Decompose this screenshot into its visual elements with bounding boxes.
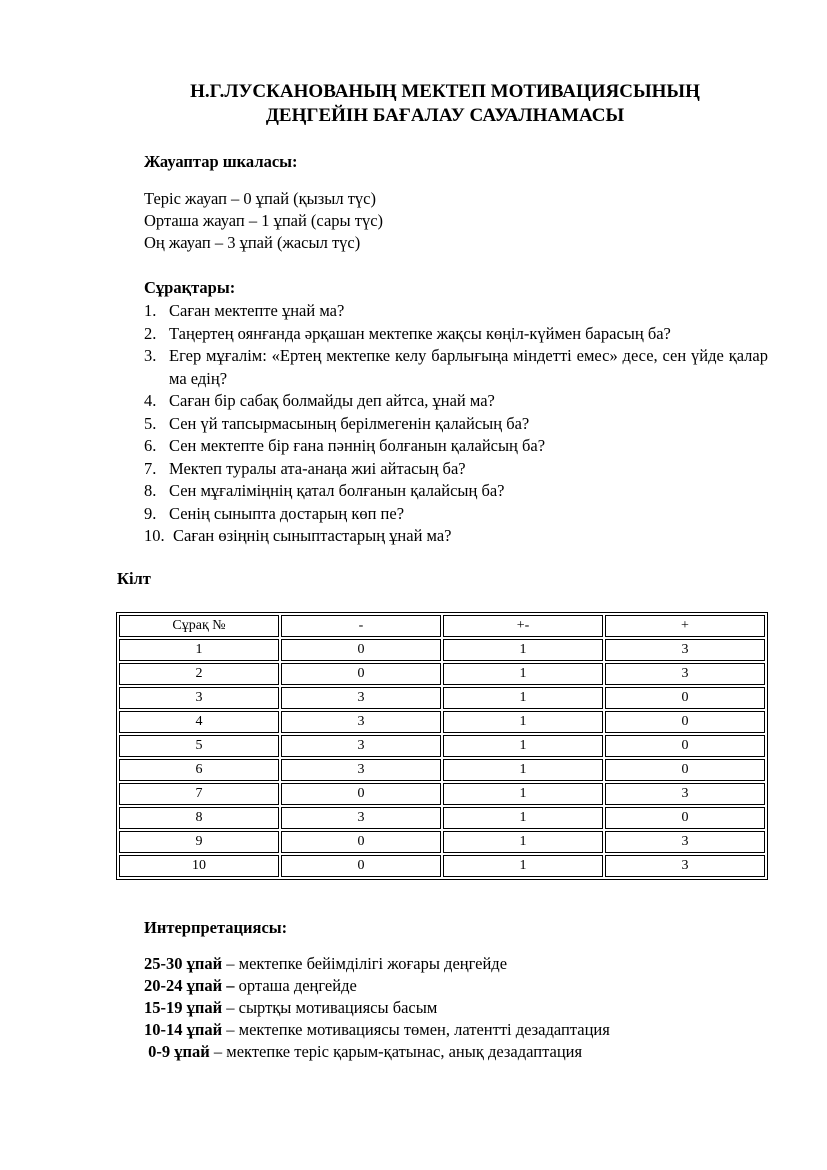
title-line-1: Н.Г.ЛУСКАНОВАНЫҢ МЕКТЕП МОТИВАЦИЯСЫНЫҢ — [190, 81, 700, 102]
list-item — [144, 480, 768, 503]
title-line-2: ДЕҢГЕЙІН БАҒАЛАУ САУАЛНАМАСЫ — [265, 105, 625, 126]
table-cell: 8 — [119, 807, 279, 829]
table-row — [119, 711, 765, 733]
table-cell: 7 — [119, 783, 279, 805]
question-text: Егер мұғалім: «Ертең мектепке келу барлығыңа міндетті емес» десе, сен үйде қалар ма едің? — [169, 346, 768, 388]
list-item — [144, 345, 768, 390]
separator: – — [209, 1042, 227, 1061]
table-cell: 0 — [605, 807, 765, 829]
table-cell: 3 — [281, 687, 441, 709]
list-item — [144, 300, 768, 323]
table-cell: 3 — [605, 855, 765, 877]
table-cell: 1 — [443, 831, 603, 853]
key-heading: Кілт — [117, 569, 151, 588]
question-number: 7. — [144, 458, 157, 478]
table-cell: 3 — [281, 807, 441, 829]
question-text: Саған бір сабақ болмайды деп айтса, ұнай ма? — [169, 391, 495, 410]
table-cell: 3 — [605, 663, 765, 685]
table-cell: 6 — [119, 759, 279, 781]
table-cell: 5 — [119, 735, 279, 757]
score-description: сыртқы мотивациясы басым — [238, 998, 438, 1017]
table-row — [119, 759, 765, 781]
questions-list — [144, 300, 768, 548]
table-cell: 0 — [281, 831, 441, 853]
list-item — [144, 1019, 610, 1041]
table-row — [119, 855, 765, 877]
score-range: 0-9 ұпай — [144, 1042, 210, 1061]
table-cell: 1 — [443, 735, 603, 757]
table-cell: 0 — [281, 663, 441, 685]
separator: – — [222, 954, 239, 973]
question-text: Таңертең оянғанда әрқашан мектепке жақсы көңіл-күймен барасың ба? — [169, 323, 671, 343]
question-number: 2. — [144, 323, 157, 343]
table-cell: 4 — [119, 711, 279, 733]
answer-key-table — [116, 612, 768, 880]
question-number: 9. — [144, 503, 157, 523]
question-text: Сен мұғаліміңнің қатал болғанын қалайсың ба? — [169, 481, 505, 500]
scale-list — [144, 188, 769, 254]
table-cell: 3 — [119, 687, 279, 709]
score-description: орташа деңгейде — [238, 976, 357, 995]
scale-line-positive: Оң жауап – 3 ұпай (жасыл түс) — [144, 233, 361, 252]
table-cell: 0 — [605, 759, 765, 781]
table-cell: 1 — [443, 783, 603, 805]
table-row — [119, 663, 765, 685]
questions-heading: Сұрақтары: — [144, 278, 236, 297]
table-cell: 3 — [281, 759, 441, 781]
table-cell: 0 — [605, 687, 765, 709]
question-text: Мектеп туралы ата-анаңа жиі айтасың ба? — [169, 458, 466, 478]
table-cell: 1 — [443, 663, 603, 685]
table-cell: 1 — [443, 711, 603, 733]
page-title — [100, 80, 790, 128]
header-cell-neutral: +- — [443, 615, 603, 637]
question-number: 6. — [144, 436, 157, 455]
table-row — [119, 807, 765, 829]
score-range: 25-30 ұпай — [144, 954, 223, 973]
list-item — [144, 458, 768, 481]
question-number: 3. — [144, 346, 157, 365]
list-item — [144, 1041, 610, 1063]
score-description: мектепке теріс қарым-қатынас, анық дезадаптация — [226, 1042, 583, 1061]
table-cell: 3 — [281, 735, 441, 757]
table-cell: 1 — [443, 687, 603, 709]
list-item — [144, 435, 768, 458]
table-cell: 3 — [605, 831, 765, 853]
question-number: 1. — [144, 301, 157, 320]
interpretation-list — [144, 953, 610, 1063]
table-row — [119, 735, 765, 757]
score-range: 20-24 ұпай – — [144, 976, 235, 995]
question-number: 4. — [144, 391, 157, 410]
question-text: Саған мектепте ұнай ма? — [169, 301, 345, 320]
list-item — [144, 413, 768, 436]
table-cell: 0 — [281, 783, 441, 805]
question-text: Сен мектепте бір ғана пәннің болғанын қалайсың ба? — [169, 436, 546, 455]
table-cell: 3 — [605, 783, 765, 805]
header-cell-positive: + — [605, 615, 765, 637]
question-number: 10. — [144, 526, 165, 545]
question-text: Сенің сыныпта достарың көп пе? — [169, 503, 405, 523]
question-number: 8. — [144, 481, 157, 500]
scale-heading: Жауаптар шкаласы: — [144, 152, 298, 171]
scale-line-negative: Теріс жауап – 0 ұпай (қызыл түс) — [144, 189, 376, 208]
scale-line-neutral: Орташа жауап – 1 ұпай (сары түс) — [144, 211, 384, 230]
header-cell-question: Сұрақ № — [119, 615, 279, 637]
score-description: мектепке мотивациясы төмен, латентті дезадаптация — [238, 1020, 610, 1039]
question-text: Сен үй тапсырмасының берілмегенін қалайсың ба? — [169, 413, 530, 433]
list-item — [144, 953, 610, 975]
table-cell: 0 — [605, 711, 765, 733]
question-text: Саған өзіңнің сыныптастарың ұнай ма? — [173, 526, 452, 545]
header-cell-negative: - — [281, 615, 441, 637]
list-item — [144, 525, 768, 548]
table-cell: 1 — [443, 855, 603, 877]
table-row — [119, 783, 765, 805]
table-cell: 1 — [443, 759, 603, 781]
list-item — [144, 997, 610, 1019]
table-cell: 0 — [281, 639, 441, 661]
table-cell: 10 — [119, 855, 279, 877]
separator: – — [222, 998, 239, 1017]
table-header-row — [119, 615, 765, 637]
list-item — [144, 503, 768, 526]
score-range: 10-14 ұпай — [144, 1020, 223, 1039]
table-cell: 1 — [443, 639, 603, 661]
table-row — [119, 687, 765, 709]
table-cell: 1 — [119, 639, 279, 661]
list-item — [144, 975, 610, 997]
table-row — [119, 639, 765, 661]
table-cell: 1 — [443, 807, 603, 829]
table-cell: 2 — [119, 663, 279, 685]
question-number: 5. — [144, 413, 157, 433]
score-description: мектепке бейімділігі жоғары деңгейде — [238, 954, 508, 973]
table-cell: 9 — [119, 831, 279, 853]
table-row — [119, 831, 765, 853]
table-cell: 3 — [605, 639, 765, 661]
interpretation-heading: Интерпретациясы: — [144, 918, 288, 937]
list-item — [144, 390, 768, 413]
table-cell: 0 — [605, 735, 765, 757]
score-range: 15-19 ұпай — [144, 998, 223, 1017]
separator: – — [222, 1020, 239, 1039]
list-item — [144, 323, 768, 346]
table-cell: 3 — [281, 711, 441, 733]
table-cell: 0 — [281, 855, 441, 877]
